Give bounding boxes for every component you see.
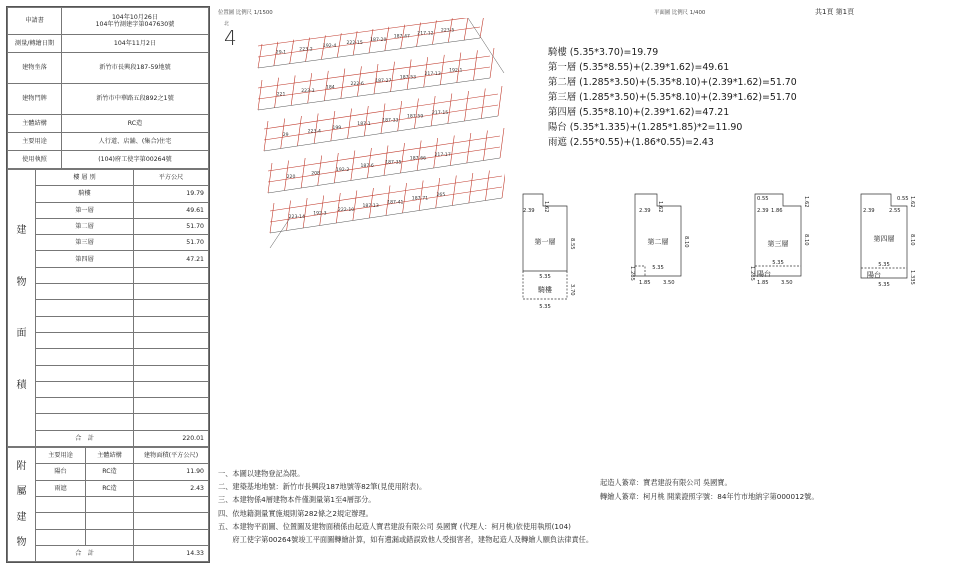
note-line: 四、依地籍測量實施規則第282條之2規定辦理。	[218, 508, 373, 518]
lot-boundary	[337, 33, 341, 57]
location-map	[250, 18, 505, 268]
lot-label: 187-20	[370, 37, 387, 43]
svg-text:2.55: 2.55	[889, 208, 901, 214]
svg-text:第四層: 第四層	[873, 235, 895, 243]
svg-text:騎樓: 騎樓	[538, 286, 552, 294]
formula-line: 第一層 (5.35*8.55)+(2.39*1.62)=49.61	[548, 62, 730, 74]
lot-boundary	[341, 69, 345, 99]
lot-labels	[276, 27, 463, 220]
svg-text:陽台: 陽台	[757, 270, 771, 278]
lot-boundary	[290, 40, 294, 64]
formula-line: 第三層 (1.285*3.50)+(5.35*8.10)+(2.39*1.62)=51.70	[548, 92, 797, 104]
formula-line: 騎樓 (5.35*3.70)=19.79	[548, 47, 659, 58]
lot-label: 187-59	[407, 114, 424, 120]
lot-label: 187-35	[385, 160, 402, 166]
lot-boundary	[448, 94, 452, 124]
lot-label: 217-13	[424, 72, 441, 77]
lot-boundary	[303, 198, 307, 228]
drafter-signature: 轉繪人簽章：柯月桃 開業證照字號：84年竹市地納字第000012號。	[600, 492, 819, 501]
lot-boundary	[369, 188, 373, 218]
col-use-header: 主要用途	[36, 448, 86, 464]
table-row: 第一層 49.61	[8, 202, 209, 218]
lot-boundary	[465, 91, 469, 121]
lot-label: 217-12	[417, 31, 434, 37]
lot-boundary	[268, 163, 272, 193]
north-arrow-icon: 4	[224, 26, 237, 50]
lot-boundary	[301, 158, 305, 188]
lot-boundary	[498, 86, 502, 116]
door-label: 建物門牌	[8, 84, 62, 115]
lot-boundary	[398, 101, 402, 131]
floor-plan-4	[861, 194, 915, 288]
lot-label: 187-6	[360, 164, 374, 169]
table-row: 第二層 51.70	[8, 218, 209, 234]
lot-boundary	[291, 75, 295, 105]
lot-label: 187-13	[362, 204, 379, 209]
lot-boundary	[417, 141, 421, 171]
lot-label: 222-15	[346, 41, 363, 46]
application-date: 104年10月26日	[111, 13, 159, 21]
signatures	[600, 476, 819, 504]
svg-text:第三層: 第三層	[767, 240, 789, 248]
lot-label: 187-47	[393, 34, 410, 40]
lot-boundary	[391, 62, 395, 92]
note-line: 二、建築基地地號：新竹市長興段187地號等82筆(見使用附表)。	[218, 482, 427, 492]
building-area-side-label: 建 物 面 積	[8, 170, 36, 447]
lot-label: 221	[276, 92, 286, 98]
lot-label: 220	[286, 175, 296, 181]
lot-label: 187-71	[411, 196, 429, 202]
structure-value: RC造	[62, 115, 209, 133]
lot-boundary	[367, 148, 371, 178]
structure-label: 主體結構	[8, 115, 62, 133]
col-structure-header: 主體結構	[86, 448, 134, 464]
registration-table	[6, 6, 210, 563]
formula-line: 陽台 (5.35*1.335)+(1.285*1.85)*2=11.90	[548, 122, 743, 134]
plan-scale: 平面圖 比例尺 1/400	[654, 10, 706, 16]
svg-text:8.55: 8.55	[569, 238, 575, 250]
lot-boundary	[473, 50, 477, 80]
application-number: 104年竹測建字第047630號	[95, 21, 175, 28]
lot-label: 187-1	[357, 122, 371, 127]
floor-plans	[505, 186, 925, 316]
lot-boundary	[414, 99, 418, 129]
lot-label: 192-1	[449, 68, 463, 74]
lot-label: 187-27	[375, 78, 392, 84]
lot-boundary	[268, 136, 500, 171]
lot-boundary	[401, 143, 405, 173]
note-line: 五、本建物平面圖、位置圖及建物面積係由起造人寶君建設有限公司 吳國寶 (代理人：柯月桃)依使用執照(104)	[218, 521, 571, 531]
svg-text:5.35: 5.35	[878, 282, 890, 288]
lot-label: 223-14	[288, 215, 305, 221]
table-row: 騎樓 19.79	[8, 186, 209, 202]
lot-boundary	[348, 109, 352, 139]
svg-text:1.85: 1.85	[639, 280, 651, 286]
svg-text:5.35: 5.35	[772, 260, 784, 266]
page-number: 共1頁 第1頁	[815, 8, 855, 16]
lot-boundary	[351, 151, 355, 181]
formula-line: 第二層 (1.285*3.50)+(5.35*8.10)+(2.39*1.62)=51.70	[548, 77, 797, 89]
note-line: 一、本圖以建物登記為限。	[218, 469, 305, 478]
svg-text:8.10: 8.10	[803, 234, 809, 246]
lot-boundary	[483, 131, 487, 161]
lot-boundary	[457, 53, 461, 83]
svg-text:2.39: 2.39	[757, 208, 769, 214]
lot-label: 217-17	[434, 152, 451, 158]
lot-label: 187-53	[399, 75, 417, 81]
license-value: (104)府工使字第00264號	[62, 151, 209, 169]
svg-text:3.50: 3.50	[663, 280, 675, 286]
attached-building-table	[7, 447, 209, 562]
lot-boundary	[500, 128, 504, 158]
building-total: 220.01	[134, 430, 209, 446]
lot-boundary	[403, 183, 407, 213]
lot-label: 223-3	[301, 89, 315, 94]
table-row: 雨遮 RC造 2.43	[8, 480, 209, 496]
lot-boundary	[270, 203, 274, 233]
north-label: 北	[224, 21, 230, 27]
lot-label: 187-41	[387, 200, 404, 206]
lot-label: 192-4	[322, 44, 337, 50]
svg-text:第二層: 第二層	[647, 238, 669, 246]
lot-label: 223-5	[440, 28, 455, 34]
floor-plan-3	[749, 194, 809, 286]
lot-boundary	[452, 176, 456, 206]
lot-boundary	[440, 55, 444, 85]
lot-boundary	[314, 114, 318, 144]
lot-label: 199	[332, 125, 342, 131]
lot-boundary	[481, 89, 485, 119]
lot-boundary	[485, 171, 489, 201]
svg-text:第一層: 第一層	[534, 238, 556, 246]
formula-line: 第四層 (5.35*8.10)+(2.39*1.62)=47.21	[548, 107, 730, 119]
attached-side-label: 附 屬 建 物	[8, 448, 36, 562]
lot-label: 208	[311, 171, 320, 177]
table-row: 陽台 RC造 11.90	[8, 464, 209, 480]
lot-boundary	[320, 196, 324, 226]
lot-boundary	[364, 106, 368, 136]
lot-boundary	[297, 116, 301, 146]
lot-label: 223-2	[299, 47, 313, 53]
lot-boundary	[258, 44, 262, 68]
lot-label: 187-33	[382, 118, 399, 124]
lot-boundary	[270, 176, 502, 211]
svg-text:2.39: 2.39	[523, 208, 535, 214]
svg-text:5.35: 5.35	[652, 265, 664, 271]
lot-boundary	[450, 136, 454, 166]
svg-text:1.62: 1.62	[803, 196, 809, 208]
formula-line: 雨遮 (2.55*0.55)+(1.86*0.55)=2.43	[548, 137, 714, 149]
svg-text:3.50: 3.50	[781, 280, 793, 286]
svg-text:1.62: 1.62	[657, 201, 663, 213]
svg-text:8.10: 8.10	[909, 234, 915, 246]
svg-text:5.35: 5.35	[878, 262, 890, 268]
table-row: 第四層 47.21	[8, 251, 209, 267]
application-value	[62, 8, 209, 35]
lot-boundary	[264, 105, 498, 140]
lot-grid	[258, 18, 505, 233]
svg-text:陽台: 陽台	[867, 271, 881, 279]
building-area-table	[7, 169, 209, 447]
svg-text:0.55: 0.55	[897, 196, 909, 202]
lot-label: 187-66	[409, 156, 427, 162]
area-formulas	[548, 45, 797, 150]
svg-text:5.35: 5.35	[539, 274, 551, 280]
lot-label: 223-4	[307, 129, 321, 135]
lot-label: 222-6	[350, 82, 364, 88]
floor-plan-1	[523, 194, 575, 310]
lot-boundary	[469, 173, 473, 203]
lot-boundary	[318, 156, 322, 186]
svg-text:0.55: 0.55	[757, 196, 769, 202]
lot-label: 29-1	[275, 50, 287, 56]
lot-label: 192-3	[313, 211, 327, 217]
builder-signature: 起造人簽章：寶君建設有限公司 吳國寶。	[600, 478, 732, 487]
survey-date: 104年11月2日	[62, 35, 209, 53]
lot-boundary	[480, 18, 484, 38]
floor-plan-2	[629, 194, 689, 286]
site-label: 建物坐落	[8, 53, 62, 84]
svg-text:1.85: 1.85	[757, 280, 769, 286]
notes	[218, 467, 593, 546]
lot-label: 192-2	[335, 167, 350, 173]
lot-boundary	[258, 80, 262, 110]
svg-text:1.62: 1.62	[909, 196, 915, 208]
lot-boundary	[419, 181, 423, 211]
note-line: 府工使字第00264號竣工平面圖轉繪計算，如有遺漏或錯誤致他人受損害者，建物起造人及轉繪人願負法律責任。	[218, 535, 594, 545]
svg-text:1.86: 1.86	[771, 208, 783, 214]
lot-label: 217-15	[431, 110, 449, 116]
application-label: 申請書	[8, 8, 62, 35]
use-value: 人行道、店舖、(集合)住宅	[62, 133, 209, 151]
site-value: 新竹市長興段187-59地號	[62, 53, 209, 84]
license-label: 使用執照	[8, 151, 62, 169]
table-row: 第三層 51.70	[8, 235, 209, 251]
svg-text:1.285: 1.285	[749, 266, 755, 281]
lot-boundary	[264, 94, 498, 129]
lot-label: 222-10	[337, 207, 355, 213]
svg-text:3.70: 3.70	[569, 284, 575, 296]
col-floor-header: 樓 層 別	[36, 170, 134, 186]
lot-boundary	[467, 133, 471, 163]
svg-text:1.285: 1.285	[629, 266, 635, 281]
lot-label: 265	[436, 192, 446, 198]
attached-total: 14.33	[134, 545, 209, 561]
lot-boundary	[264, 121, 268, 151]
lot-label: 184	[325, 85, 335, 91]
svg-text:5.35: 5.35	[539, 304, 551, 310]
attached-total-label: 合 計	[36, 545, 134, 561]
lot-boundary	[353, 191, 357, 221]
lot-label: 29	[282, 133, 289, 139]
use-label: 主要用途	[8, 133, 62, 151]
note-line: 三、本建物係4層建物本件僅測量第1至4層部分。	[218, 495, 376, 505]
building-total-label: 合 計	[36, 430, 134, 446]
svg-text:1.335: 1.335	[909, 270, 915, 285]
col-area-header: 平方公尺	[134, 170, 209, 186]
svg-text:8.10: 8.10	[683, 236, 689, 248]
svg-text:2.39: 2.39	[639, 208, 651, 214]
col-attached-area-header: 建物面積(平方公尺)	[134, 448, 209, 464]
lot-boundary	[268, 147, 500, 182]
location-scale: 位置圖 比例尺 1/1500	[218, 10, 273, 16]
door-value: 新竹市中華路五段892之1號	[62, 84, 209, 115]
svg-text:1.62: 1.62	[543, 201, 549, 213]
survey-date-label: 測量/轉繪日期	[8, 35, 62, 53]
svg-text:2.39: 2.39	[863, 208, 875, 214]
